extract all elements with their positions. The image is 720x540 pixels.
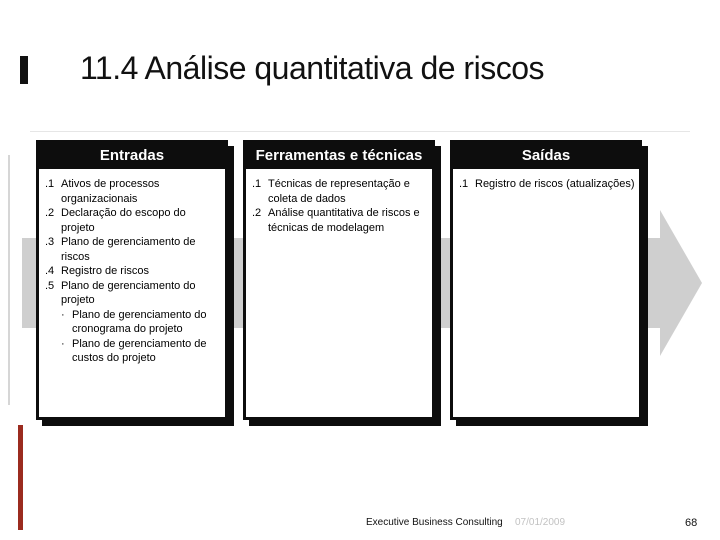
bullet: · xyxy=(61,308,65,321)
item-number: .1 xyxy=(459,178,469,190)
item-text: Plano de gerenciamento de custos do projeto xyxy=(72,337,207,364)
item-text: Plano de gerenciamento do cronograma do projeto xyxy=(72,308,207,335)
left-accent-bar xyxy=(18,425,23,530)
ferramentas-box xyxy=(243,140,435,420)
sub-list-item xyxy=(61,337,221,366)
process-arrow-head xyxy=(660,210,702,356)
box-panel xyxy=(450,140,642,420)
item-text: Ativos de processos organizacionais xyxy=(61,178,160,205)
bullet: · xyxy=(61,337,65,350)
header-divider xyxy=(30,131,690,132)
box-panel xyxy=(36,140,228,420)
item-text: Análise quantitativa de riscos e técnicas de modelagem xyxy=(268,207,420,234)
list-item xyxy=(45,235,221,264)
list-item xyxy=(45,206,221,235)
item-number: .1 xyxy=(45,178,55,190)
item-number: .2 xyxy=(252,207,262,219)
page-title: 11.4 Análise quantitativa de riscos xyxy=(80,50,544,86)
item-text: Plano de gerenciamento de riscos xyxy=(61,236,196,263)
list-item xyxy=(252,206,428,235)
saidas-heading: Saídas xyxy=(453,143,639,169)
ferramentas-list xyxy=(252,177,428,235)
list-item xyxy=(459,177,635,192)
saidas-box xyxy=(450,140,642,420)
box-panel xyxy=(243,140,435,420)
footer-date: 07/01/2009 xyxy=(515,517,566,528)
list-item xyxy=(45,177,221,206)
item-number: .5 xyxy=(45,279,55,292)
item-text: Registro de riscos xyxy=(61,265,150,277)
list-item xyxy=(45,264,221,279)
item-number: .1 xyxy=(252,178,262,190)
item-number: .3 xyxy=(45,236,55,248)
item-number: .2 xyxy=(45,207,55,219)
entradas-box xyxy=(36,140,228,420)
footer-organization: Executive Business Consulting xyxy=(366,517,503,528)
sub-list-item xyxy=(61,308,221,337)
left-decor-line xyxy=(8,155,10,405)
entradas-list xyxy=(45,177,221,366)
page-number: 68 xyxy=(685,517,698,529)
item-text: Registro de riscos (atualizações) xyxy=(475,178,635,190)
entradas-heading: Entradas xyxy=(39,143,225,169)
saidas-list xyxy=(459,177,635,192)
title-accent-bar xyxy=(20,56,28,84)
ferramentas-heading: Ferramentas e técnicas xyxy=(246,143,432,169)
list-item xyxy=(45,279,221,366)
item-text: Técnicas de representação e coleta de dados xyxy=(268,178,410,205)
item-text: Declaração do escopo do projeto xyxy=(61,207,186,234)
item-number: .4 xyxy=(45,265,55,277)
entradas-sublist xyxy=(61,308,221,366)
list-item xyxy=(252,177,428,206)
item-text: Plano de gerenciamento do projeto xyxy=(61,279,196,306)
